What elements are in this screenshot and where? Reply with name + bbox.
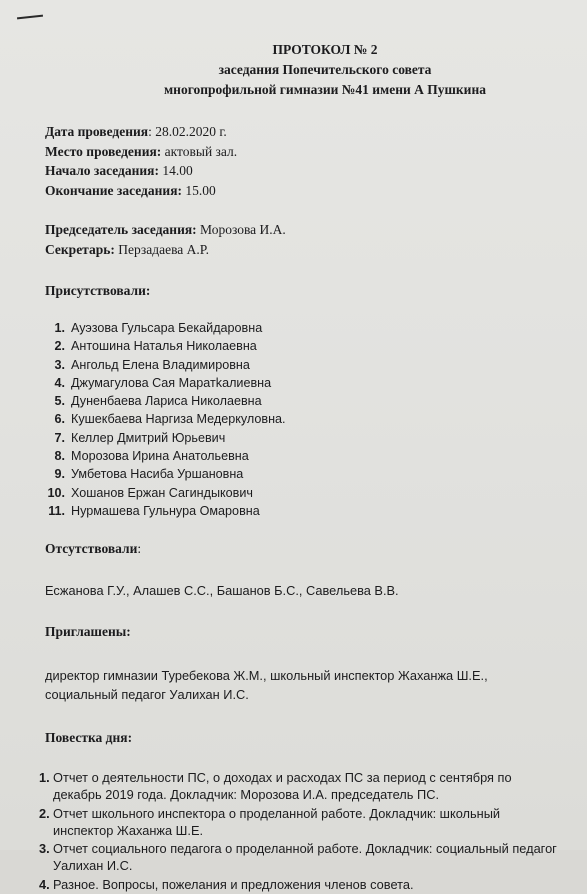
chairman: Председатель заседания: Морозова И.А.	[45, 222, 286, 237]
present-list	[45, 319, 557, 520]
list-item: 7. Келлер Дмитрий Юрьевич	[54, 430, 226, 445]
meeting-subtitle: заседания Попечительского совета	[218, 62, 432, 77]
list-item: 3. Ангольд Елена Владимировна	[54, 357, 250, 372]
list-item: 1. Отчет о деятельности ПС, о доходах и расходах ПС за период с сентября по декабрь 2019 года. Докладчик: Морозова И.А. председатель ПС.	[39, 770, 512, 803]
list-item: 1. Ауэзова Гульсара Бекайдаровна	[54, 321, 263, 335]
secretary: Секретарь: Перзадаева А.Р.	[45, 241, 209, 257]
list-item: 10. Хошанов Ержан Сагиндыкович	[47, 485, 253, 500]
agenda-title: Повестка дня:	[45, 730, 133, 746]
invited-list: директор гимназии Туребекова Ж.М., школьный инспектор Жаханжа Ш.Е., социальный педагог Уалихан И.С.	[45, 668, 488, 703]
absent-list: Есжанова Г.У., Алашев С.С., Башанов Б.С., Савельева В.В.	[45, 583, 399, 599]
list-item: 4. Джумагулова Сая Маратkaлиевна	[54, 375, 272, 390]
info-place: Место проведения: актовый зал.	[45, 143, 238, 159]
meeting-info	[45, 122, 557, 200]
info-end: Окончание заседания: 15.00	[45, 182, 216, 198]
document-header	[93, 40, 557, 100]
school-name: многопрофильной гимназии №41 имени А Пушкина	[163, 82, 486, 97]
list-item: 6. Кушекбаева Наргиза Медеркуловна.	[54, 412, 286, 427]
info-date: Дата проведения: 28.02.2020 г.	[45, 124, 227, 139]
list-item: 4. Разное. Вопросы, пожелания и предложения членов совета.	[39, 877, 414, 893]
agenda-list	[39, 770, 557, 894]
list-item: 2. Отчет школьного инспектора о проделанной работе. Докладчик: школьный инспектор Жаханжа Ш.Е.	[39, 805, 501, 838]
list-item: 3. Отчет социального педагога о проделанной работе. Докладчик: социальный педагог Уалихан И.С.	[39, 841, 557, 874]
absent-title: Отсутствовали:	[45, 541, 142, 557]
list-item: 11. Нурмашева Гульнура Омаровна	[48, 503, 260, 518]
list-item: 5. Дуненбаева Лариса Николаевна	[54, 394, 262, 409]
pen-mark	[17, 15, 43, 20]
protocol-title: ПРОТОКОЛ № 2	[272, 42, 378, 57]
info-start: Начало заседания: 14.00	[45, 163, 193, 178]
list-item: 2. Антошина Наталья Николаевна	[54, 339, 257, 354]
list-item: 9. Умбетова Насиба Уршановна	[54, 467, 244, 482]
list-item: 8. Морозова Ирина Анатольевна	[54, 449, 249, 464]
present-title: Присутствовали:	[45, 283, 151, 298]
meeting-officials	[45, 220, 557, 259]
invited-title: Приглашены:	[45, 624, 131, 640]
